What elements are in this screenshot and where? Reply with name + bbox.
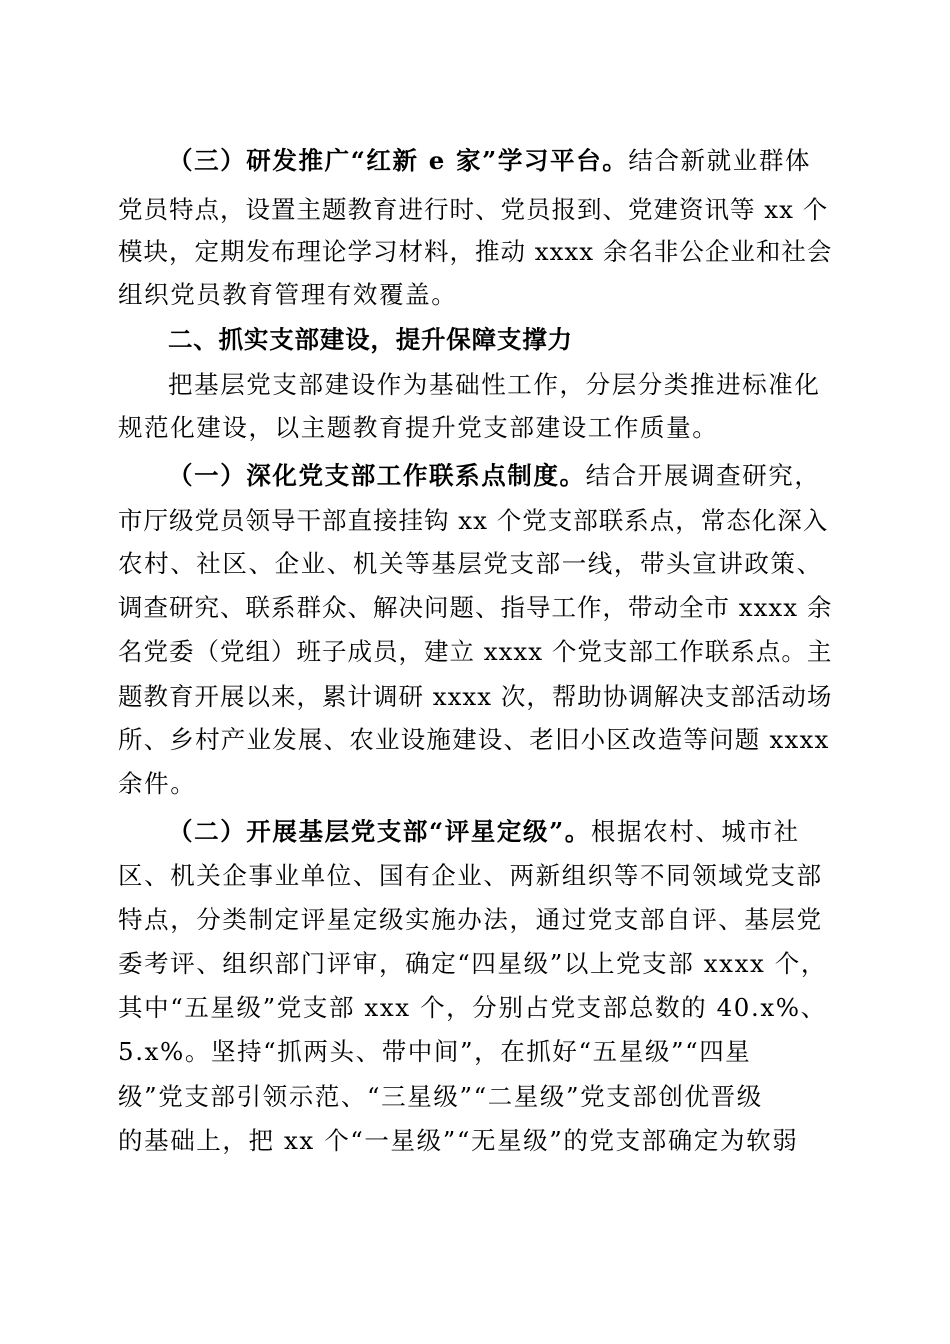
body-text: 级”党支部引领示范、“三星级”“二星级”党支部创优晋级	[118, 1082, 763, 1111]
paragraph-line	[118, 501, 832, 541]
body-text: 模块，定期发布理论学习材料，推动 xxxx 余名非公企业和社会	[118, 237, 833, 266]
paragraph-line	[168, 812, 832, 852]
body-text: 名党委（党组）班子成员，建立 xxxx 个党支部工作联系点。主	[118, 637, 833, 666]
body-text: 委考评、组织部门评审，确定“四星级”以上党支部 xxxx 个，	[118, 949, 827, 978]
body-text: 规范化建设，以主题教育提升党支部建设工作质量。	[118, 413, 719, 442]
body-text: 题教育开展以来，累计调研 xxxx 次，帮助协调解决支部活动场	[118, 682, 833, 711]
subheading-text: （二）开展基层党支部“评星定级”。	[168, 817, 591, 846]
body-text: 把基层党支部建设作为基础性工作，分层分类推进标准化	[168, 370, 821, 399]
paragraph-line	[118, 408, 832, 448]
paragraph-line	[118, 944, 832, 984]
body-text: 市厅级党员领导干部直接挂钩 xx 个党支部联系点，常态化深入	[118, 506, 829, 535]
paragraph-line	[118, 1032, 832, 1072]
paragraph-line	[118, 677, 832, 717]
paragraph-line	[118, 900, 832, 940]
paragraph-line	[118, 720, 832, 760]
body-text: 结合新就业群体	[628, 146, 812, 175]
subheading-text: （一）深化党支部工作联系点制度。	[168, 461, 586, 490]
body-text: 调查研究、联系群众、解决问题、指导工作，带动全市 xxxx 余	[118, 593, 833, 622]
body-text: 结合开展调查研究，	[585, 461, 821, 490]
subheading-text: （三）研发推广“红新 e 家”学习平台。	[168, 146, 629, 175]
body-text: 所、乡村产业发展、农业设施建设、老旧小区改造等问题 xxxx	[118, 725, 830, 754]
section-heading: 二、抓实支部建设，提升保障支撑力	[168, 325, 573, 354]
paragraph-line	[168, 141, 832, 181]
paragraph-line	[168, 365, 832, 405]
body-text: 其中“五星级”党支部 xxx 个，分别占党支部总数的 40.x%、	[118, 993, 827, 1022]
paragraph-line	[118, 632, 832, 672]
paragraph-line	[118, 764, 832, 804]
body-text: 特点，分类制定评星定级实施办法，通过党支部自评、基层党	[118, 905, 823, 934]
paragraph-line	[118, 588, 832, 628]
paragraph-line	[118, 275, 832, 315]
body-text: 组织党员教育管理有效覆盖。	[118, 280, 458, 309]
paragraph-line	[118, 1077, 832, 1117]
paragraph-line	[118, 190, 832, 230]
body-text: 党员特点，设置主题教育进行时、党员报到、党建资讯等 xx 个	[118, 195, 829, 224]
paragraph-line	[118, 1121, 832, 1161]
paragraph-line	[118, 232, 832, 272]
body-text: 根据农村、城市社	[590, 817, 800, 846]
body-text: 农村、社区、企业、机关等基层党支部一线，带头宣讲政策、	[118, 549, 823, 578]
paragraph-line	[118, 988, 832, 1028]
body-text: 5.x%。坚持“抓两头、带中间”，在抓好“五星级”“四星	[118, 1037, 752, 1066]
paragraph-line	[168, 456, 832, 496]
body-text: 的基础上，把 xx 个“一星级”“无星级”的党支部确定为软弱	[118, 1126, 799, 1155]
paragraph-line	[118, 544, 832, 584]
body-text: 区、机关企事业单位、国有企业、两新组织等不同领域党支部	[118, 861, 823, 890]
paragraph-line	[118, 856, 832, 896]
body-text: 余件。	[118, 769, 197, 798]
